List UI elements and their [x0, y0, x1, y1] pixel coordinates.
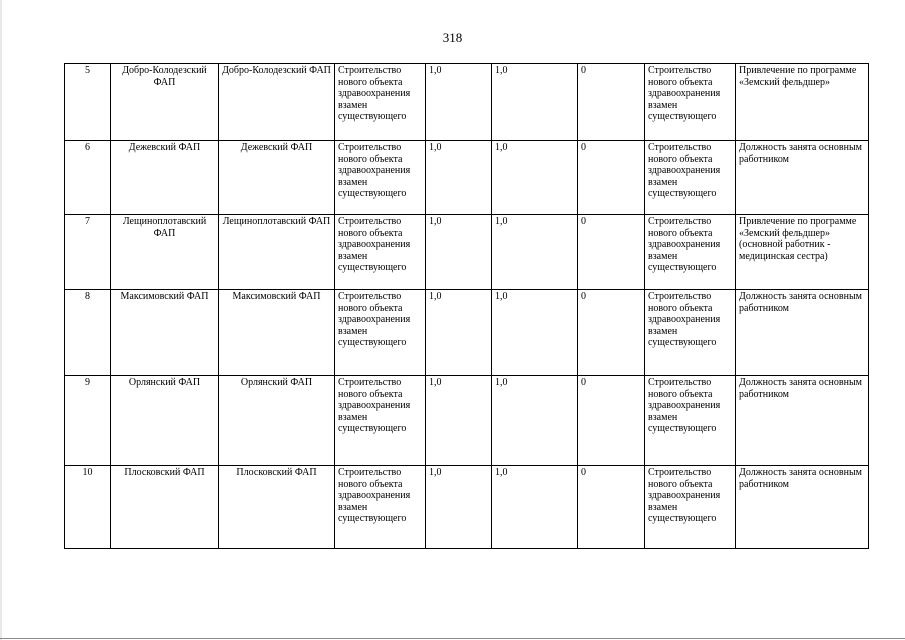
value-1: 1,0	[426, 215, 492, 290]
facility-name: Орлянский ФАП	[111, 376, 219, 466]
value-2: 1,0	[492, 376, 578, 466]
planned-action-2: Строительство нового объекта здравоохранения взамен существующего	[645, 64, 736, 141]
table-row	[65, 290, 869, 376]
table-row	[65, 376, 869, 466]
scan-bottom-edge	[0, 638, 905, 639]
staffing-note: Должность занята основным работником	[736, 376, 869, 466]
planned-action: Строительство нового объекта здравоохранения взамен существующего	[335, 466, 426, 549]
scan-edge	[0, 0, 2, 640]
facility-name-new: Максимовский ФАП	[219, 290, 335, 376]
value-2: 1,0	[492, 141, 578, 215]
value-3: 0	[578, 141, 645, 215]
value-1: 1,0	[426, 141, 492, 215]
facility-name: Лещиноплотавский ФАП	[111, 215, 219, 290]
value-2: 1,0	[492, 290, 578, 376]
facilities-table	[64, 63, 869, 549]
facility-name: Максимовский ФАП	[111, 290, 219, 376]
staffing-note: Привлечение по программе «Земский фельдшер» (основной работник - медицинская сестра)	[736, 215, 869, 290]
value-2: 1,0	[492, 215, 578, 290]
value-3: 0	[578, 466, 645, 549]
facility-name: Плосковский ФАП	[111, 466, 219, 549]
table-row	[65, 215, 869, 290]
table-body	[65, 64, 869, 549]
facility-name-new: Дежевский ФАП	[219, 141, 335, 215]
planned-action-2: Строительство нового объекта здравоохранения взамен существующего	[645, 141, 736, 215]
row-number: 10	[65, 466, 111, 549]
facility-name-new: Плосковский ФАП	[219, 466, 335, 549]
row-number: 7	[65, 215, 111, 290]
row-number: 9	[65, 376, 111, 466]
planned-action: Строительство нового объекта здравоохранения взамен существующего	[335, 215, 426, 290]
planned-action-2: Строительство нового объекта здравоохранения взамен существующего	[645, 215, 736, 290]
planned-action-2: Строительство нового объекта здравоохранения взамен существующего	[645, 466, 736, 549]
row-number: 5	[65, 64, 111, 141]
table-row	[65, 141, 869, 215]
row-number: 8	[65, 290, 111, 376]
facility-name-new: Орлянский ФАП	[219, 376, 335, 466]
staffing-note: Должность занята основным работником	[736, 141, 869, 215]
value-3: 0	[578, 290, 645, 376]
facility-name: Дежевский ФАП	[111, 141, 219, 215]
staffing-note: Должность занята основным работником	[736, 290, 869, 376]
planned-action: Строительство нового объекта здравоохранения взамен существующего	[335, 64, 426, 141]
planned-action-2: Строительство нового объекта здравоохранения взамен существующего	[645, 376, 736, 466]
table-row	[65, 466, 869, 549]
page-number: 318	[442, 30, 463, 45]
planned-action: Строительство нового объекта здравоохранения взамен существующего	[335, 376, 426, 466]
value-1: 1,0	[426, 376, 492, 466]
value-3: 0	[578, 64, 645, 141]
value-3: 0	[578, 215, 645, 290]
staffing-note: Должность занята основным работником	[736, 466, 869, 549]
value-1: 1,0	[426, 64, 492, 141]
staffing-note: Привлечение по программе «Земский фельдшер»	[736, 64, 869, 141]
row-number: 6	[65, 141, 111, 215]
value-1: 1,0	[426, 466, 492, 549]
facility-name-new: Добро-Колодезский ФАП	[219, 64, 335, 141]
facility-name: Добро-Колодезский ФАП	[111, 64, 219, 141]
planned-action-2: Строительство нового объекта здравоохранения взамен существующего	[645, 290, 736, 376]
table-row	[65, 64, 869, 141]
planned-action: Строительство нового объекта здравоохранения взамен существующего	[335, 290, 426, 376]
planned-action: Строительство нового объекта здравоохранения взамен существующего	[335, 141, 426, 215]
value-2: 1,0	[492, 64, 578, 141]
value-1: 1,0	[426, 290, 492, 376]
value-2: 1,0	[492, 466, 578, 549]
value-3: 0	[578, 376, 645, 466]
facility-name-new: Лещиноплотавский ФАП	[219, 215, 335, 290]
